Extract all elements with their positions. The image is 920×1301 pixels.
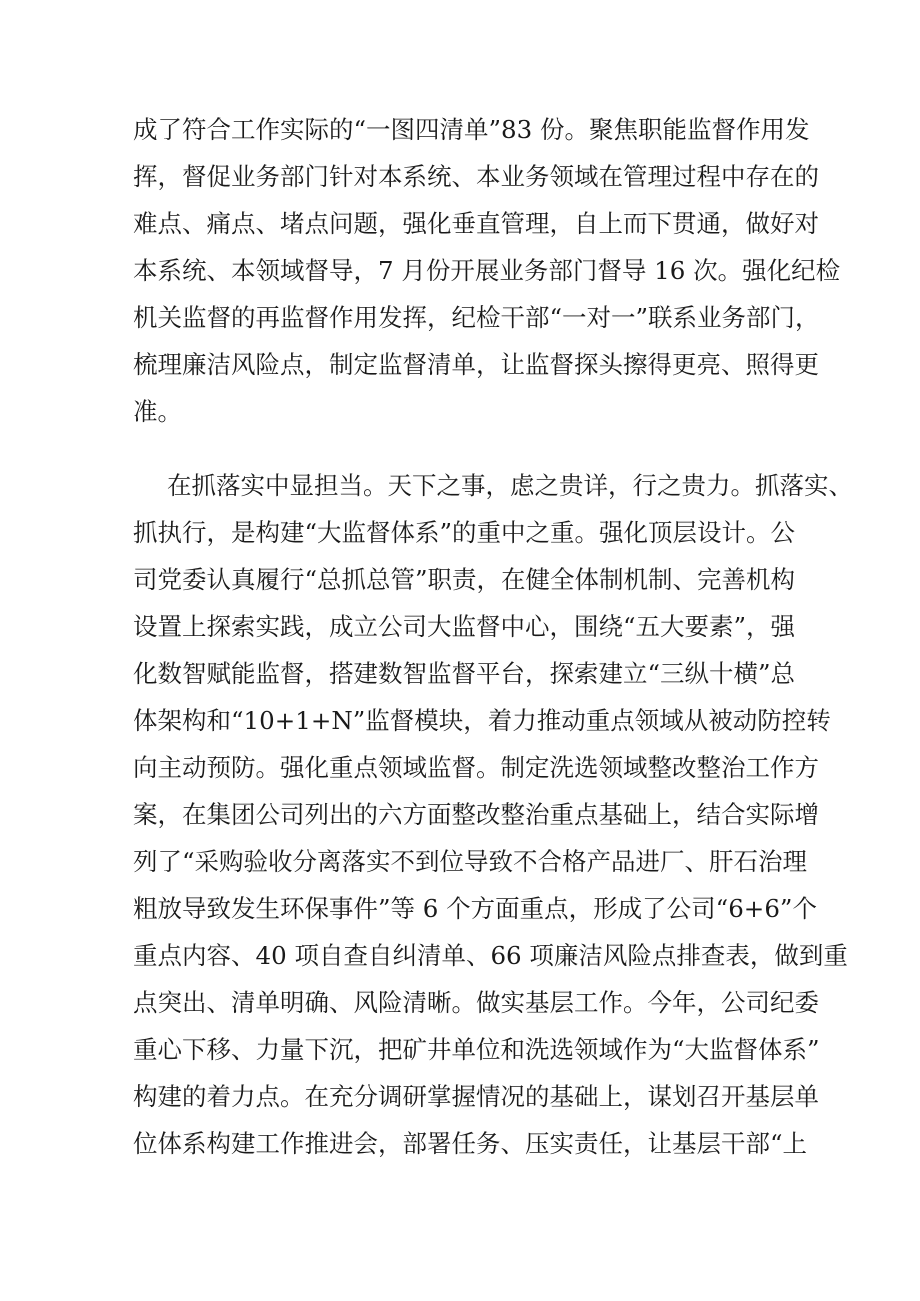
paragraph-1-line-6: 梳理廉洁风险点，制定监督清单，让监督探头擦得更亮、照得更 [133, 350, 819, 379]
paragraph-2-line-5: 化数智赋能监督，搭建数智监督平台，探索建立“三纵十横”总 [133, 659, 796, 688]
paragraph-2-line-9: 列了“采购验收分离落实不到位导致不合格产品进厂、肝石治理 [133, 847, 808, 876]
paragraph-1-line-3: 难点、痛点、堵点问题，强化垂直管理，自上而下贯通，做好对 [133, 209, 819, 238]
paragraph-2-line-13: 重心下移、力量下沉，把矿井单位和洗选领域作为“大监督体系” [133, 1035, 820, 1064]
paragraph-1-line-1: 成了符合工作实际的“一图四清单”83 份。聚焦职能监督作用发 [133, 115, 810, 144]
paragraph-1-line-2: 挥，督促业务部门针对本系统、本业务领域在管理过程中存在的 [133, 162, 819, 191]
paragraph-2-line-10: 粗放导致发生环保事件”等 6 个方面重点，形成了公司“6+6”个 [133, 894, 817, 923]
paragraph-2-line-7: 向主动预防。强化重点领域监督。制定洗选领域整改整治工作方 [133, 753, 819, 782]
paragraph-2-line-3: 司党委认真履行“总抓总管”职责，在健全体制机制、完善机构 [133, 565, 796, 594]
paragraph-1-line-5: 机关监督的再监督作用发挥，纪检干部“一对一”联系业务部门， [133, 303, 820, 332]
paragraph-2-line-12: 点突出、清单明确、风险清晰。做实基层工作。今年，公司纪委 [133, 988, 819, 1017]
paragraph-2-line-2: 抓执行，是构建“大监督体系”的重中之重。强化顶层设计。公 [133, 518, 796, 547]
paragraph-1-line-7: 准。 [133, 397, 182, 426]
paragraph-1-line-4: 本系统、本领域督导，7 月份开展业务部门督导 16 次。强化纪检 [133, 256, 841, 285]
paragraph-2-line-11: 重点内容、40 项自查自纠清单、66 项廉洁风险点排查表，做到重 [133, 941, 848, 970]
paragraph-2-line-6: 体架构和“10+1+N”监督模块，着力推动重点领域从被动防控转 [133, 706, 831, 735]
paragraph-2-line-1: 在抓落实中显担当。天下之事，虑之贵详，行之贵力。抓落实、 [167, 471, 853, 500]
paragraph-2-line-8: 案，在集团公司列出的六方面整改整治重点基础上，结合实际增 [133, 800, 819, 829]
paragraph-2-line-14: 构建的着力点。在充分调研掌握情况的基础上，谋划召开基层单 [133, 1082, 819, 1111]
paragraph-2-line-15: 位体系构建工作推进会，部署任务、压实责任，让基层干部“上 [133, 1129, 808, 1158]
paragraph-2-line-4: 设置上探索实践，成立公司大监督中心，围绕“五大要素”，强 [133, 612, 796, 641]
